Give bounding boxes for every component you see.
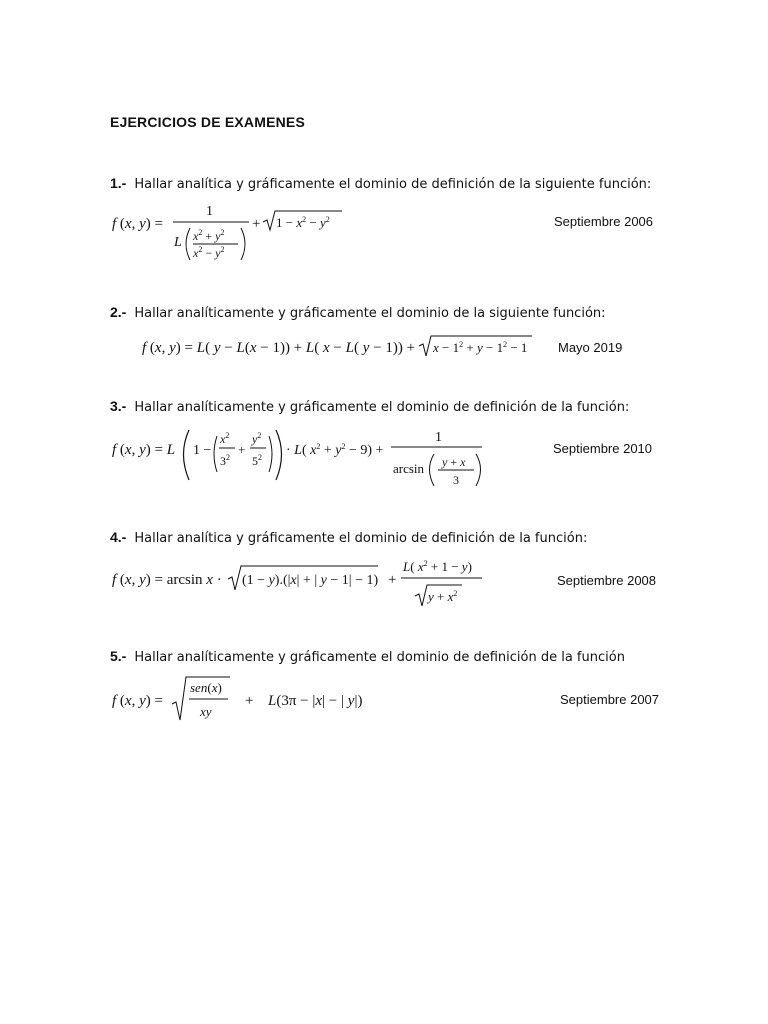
- svg-text:x2: $x^2$: [220, 431, 230, 446]
- svg-text:sen(x): sen(x): [190, 680, 222, 695]
- svg-text:arcsin: arcsin: [393, 461, 425, 476]
- exercise-text: Hallar analíticamente y gráficamente el dominio de la siguiente función:: [134, 306, 606, 321]
- exercise-4-prompt: [110, 529, 587, 546]
- exercise-number: 5.-: [110, 648, 127, 664]
- svg-text:xy: xy: [200, 704, 212, 719]
- exercise-5-prompt: [110, 648, 625, 665]
- exercise-1-date: Septiembre 2006: [554, 214, 654, 229]
- svg-text:+: +: [245, 693, 254, 709]
- svg-text:y + x2: $y + x^2$: [428, 589, 458, 604]
- svg-text:· L( x2 + y2 − 9) +: · L( $x^2 + y^2 - 9$) +: [286, 442, 384, 458]
- svg-text:+: +: [388, 572, 397, 588]
- svg-text:f (x, y) = L( y − L(x − 1)) +: f (x, y) = L( y − L(x − 1)) + L( x − L( y − 1)) +: [142, 340, 416, 356]
- svg-text:32: $3^2$: [220, 453, 230, 468]
- exercise-5-date: Septiembre 2007: [560, 692, 660, 707]
- exercise-1-prompt: [110, 175, 651, 192]
- svg-text:(1 − y).(|x| + | y − 1| − 1): (1 − y).(|x| + | y − 1| − 1): [242, 573, 379, 588]
- exercise-number: 2.-: [110, 304, 127, 320]
- exercise-text: Hallar analíticamente y gráficamente el dominio de definición de la función:: [134, 400, 630, 415]
- svg-text:y + x: y + x: [442, 455, 466, 469]
- exercise-text: Hallar analíticamente y gráficamente el dominio de definición de la función: [134, 650, 625, 665]
- exercise-5-formula: [110, 674, 380, 733]
- svg-text:+: +: [252, 216, 261, 232]
- exercise-text: Hallar analítica y gráficamente el dominio de definición de la siguiente función:: [134, 177, 652, 192]
- exercise-4-formula: [110, 554, 490, 615]
- svg-text:L( x2 + 1 − y): L( $x^2 + 1 - y$): [403, 559, 472, 574]
- exercise-4-date: Septiembre 2008: [557, 573, 657, 588]
- svg-text:L(3π − |x| − | y|): L(3π − |x| − | y|): [268, 693, 363, 709]
- svg-text:f (x, y) = L: f (x, y) = L: [112, 442, 176, 458]
- svg-text:1 − x2 − y2: $1 - x^2 - y^2$: [276, 215, 330, 230]
- exercise-text: Hallar analítica y gráficamente el dominio de definición de la función:: [134, 531, 588, 546]
- svg-text:x2 − y2: $x^2 - y^2$: [193, 245, 225, 260]
- svg-text:1: 1: [206, 204, 213, 219]
- svg-text:x − 12 + y − 12 − 1: $x - 1^2 + y - 1^2 - 1$: [433, 340, 528, 355]
- exercise-3-formula: [110, 424, 490, 495]
- svg-text:1: 1: [435, 430, 442, 445]
- exercise-2-prompt: [110, 304, 606, 321]
- svg-text:+: +: [238, 442, 246, 457]
- exercise-1-formula: [110, 200, 350, 271]
- exercise-number: 1.-: [110, 175, 127, 191]
- exercise-3-date: Septiembre 2010: [553, 441, 653, 456]
- exercise-2-date: Mayo 2019: [558, 340, 623, 355]
- svg-text:52: $5^2$: [252, 453, 262, 468]
- exercise-number: 4.-: [110, 529, 127, 545]
- svg-text:f (x, y) =: f (x, y) =: [112, 693, 163, 709]
- svg-text:1 −: 1 −: [193, 443, 212, 458]
- svg-text:L: L: [174, 235, 182, 250]
- page-title: EJERCICIOS DE EXAMENES: [110, 114, 305, 130]
- exercise-number: 3.-: [110, 398, 127, 414]
- exercise-3-prompt: [110, 398, 629, 415]
- svg-text:x2 + y2: $x^2 + y^2$: [193, 228, 225, 243]
- svg-text:f (x, y) =: f (x, y) =: [112, 216, 163, 232]
- svg-text:f (x, y) = arcsin x ·: f (x, y) = arcsin x ·: [112, 572, 222, 588]
- svg-text:y2: $y^2$: [252, 431, 262, 446]
- exercise-2-formula: [140, 332, 540, 367]
- svg-text:3: 3: [453, 473, 459, 487]
